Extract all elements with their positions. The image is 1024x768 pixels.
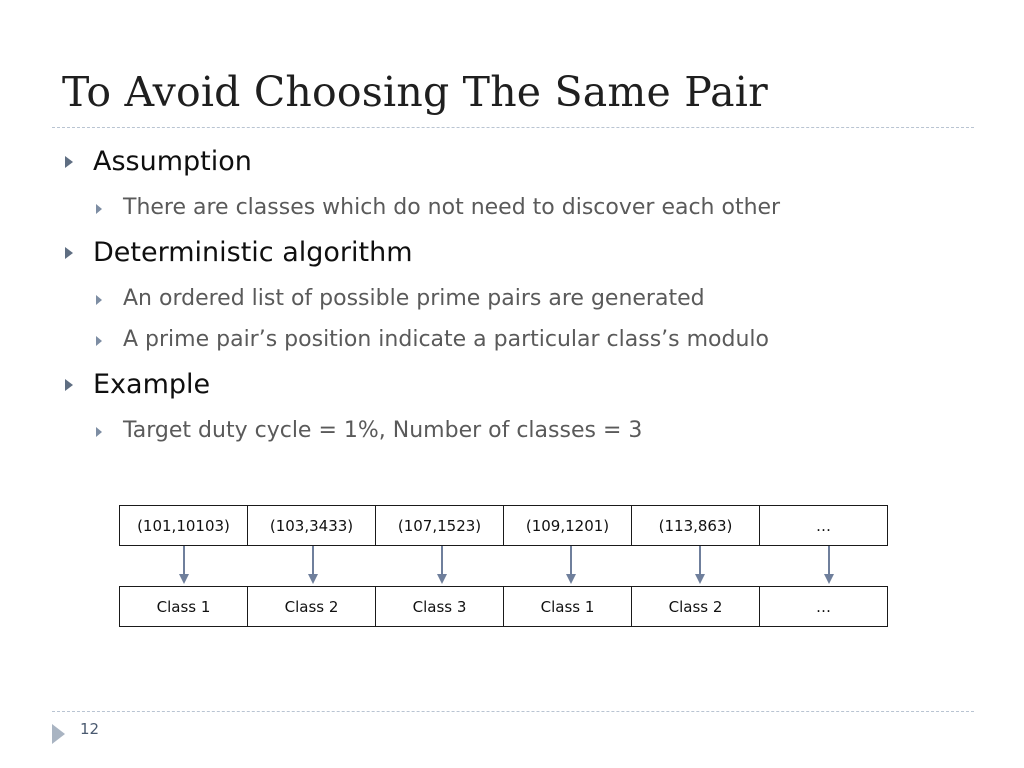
sub-bullet-text: Target duty cycle = 1%, Number of classes = 3 [123, 418, 643, 443]
prime-pair-cell: (113,863) [632, 506, 760, 546]
bullet-text: Example [93, 369, 211, 400]
bullet-text: Deterministic algorithm [93, 237, 413, 268]
slide-title: To Avoid Choosing The Same Pair [62, 68, 768, 116]
footer-divider [52, 711, 974, 712]
page-number: 12 [80, 720, 100, 738]
classes-table [119, 586, 888, 627]
class-cell: Class 1 [504, 587, 632, 627]
class-cell: Class 2 [632, 587, 760, 627]
prime-pair-cell: (101,10103) [120, 506, 248, 546]
sub-bullet-text: A prime pair’s position indicate a particular class’s modulo [123, 327, 769, 352]
sub-bullet-text: An ordered list of possible prime pairs are generated [123, 286, 705, 311]
table-row [120, 587, 888, 627]
sub-bullet-text: There are classes which do not need to discover each other [123, 195, 781, 220]
prime-pair-cell: … [760, 506, 888, 546]
footer-triangle-icon [52, 724, 65, 744]
prime-pair-cell: (107,1523) [376, 506, 504, 546]
prime-pair-cell: (109,1201) [504, 506, 632, 546]
class-cell: … [760, 587, 888, 627]
class-cell: Class 2 [248, 587, 376, 627]
class-cell: Class 1 [120, 587, 248, 627]
bullet-text: Assumption [93, 146, 252, 177]
class-cell: Class 3 [376, 587, 504, 627]
prime-pair-cell: (103,3433) [248, 506, 376, 546]
